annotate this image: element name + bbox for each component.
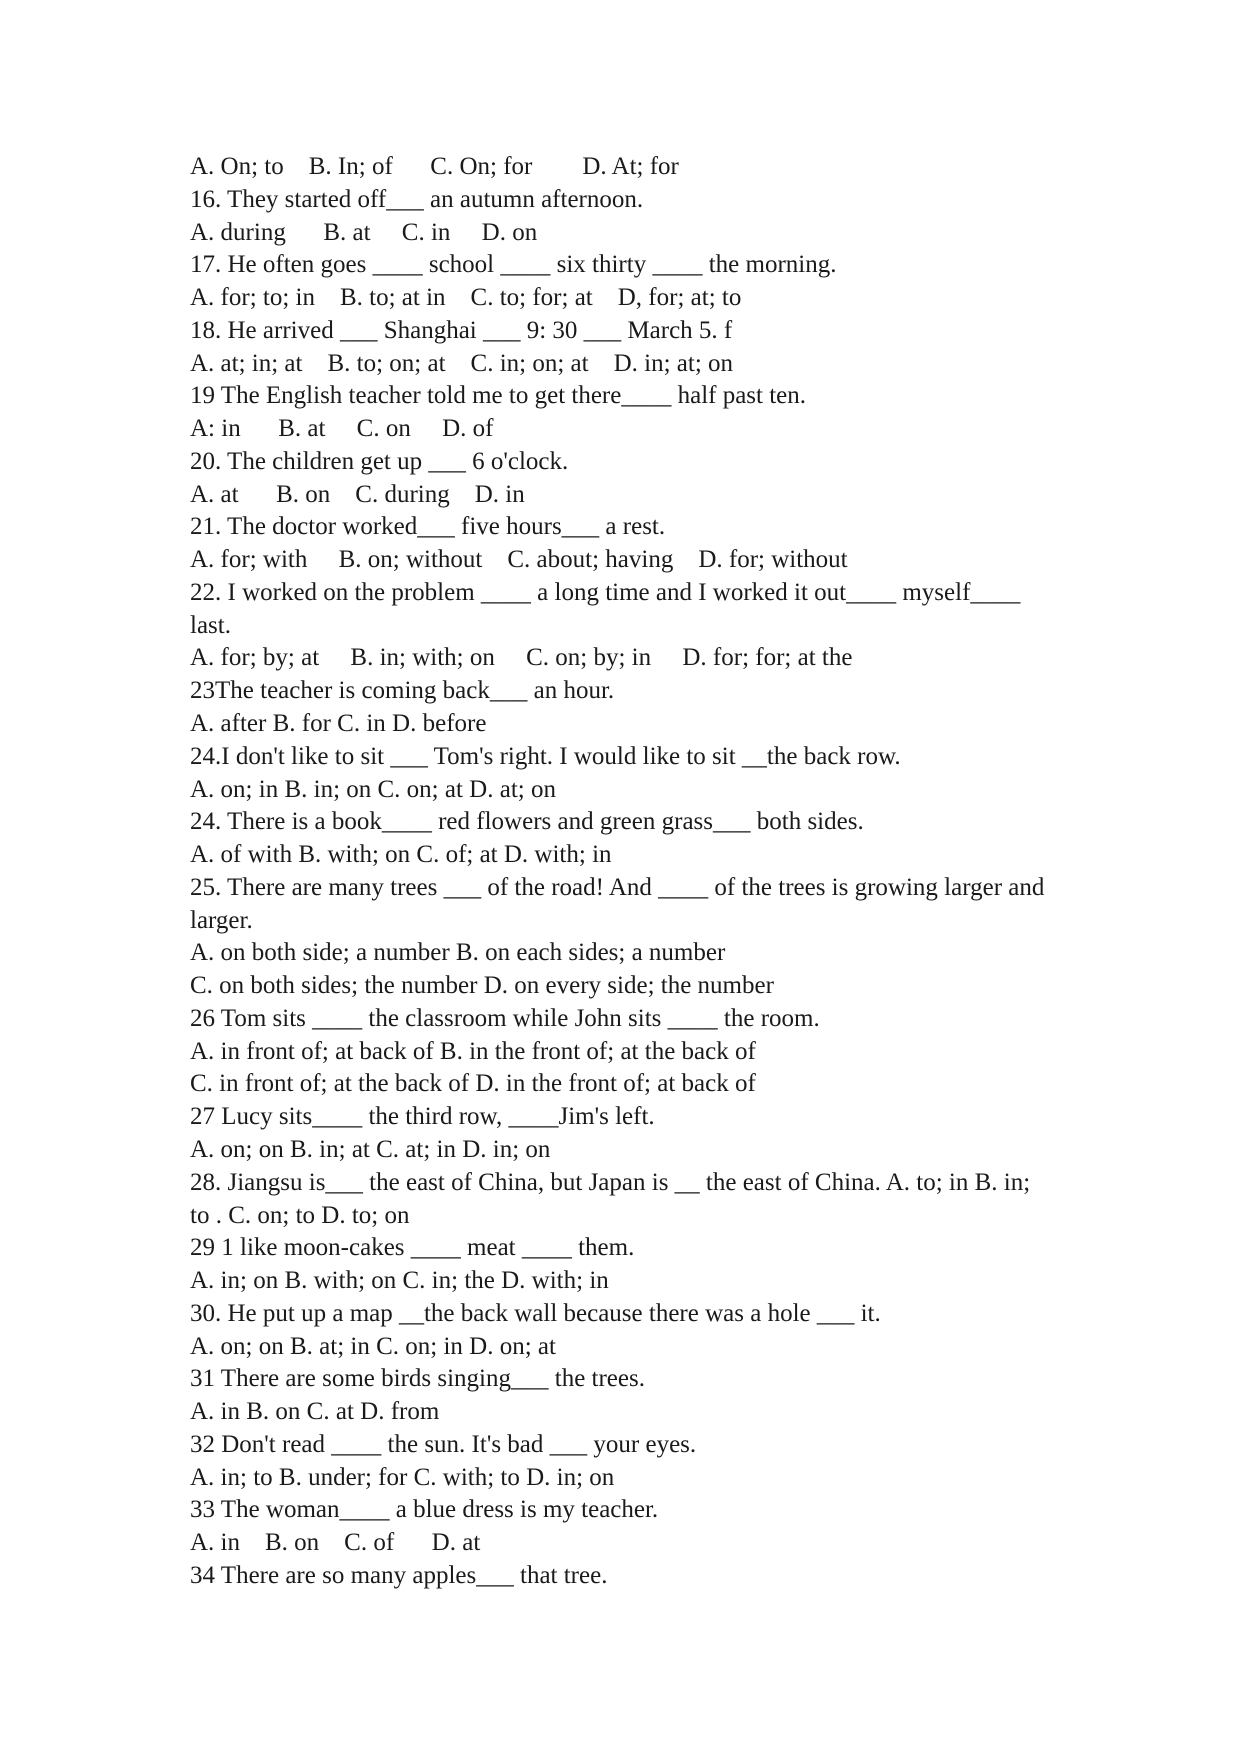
question-text-continued: larger. (190, 906, 253, 934)
question-text: 25. There are many trees ___ of the road! And ____ of the trees is growing larger and (190, 873, 1045, 901)
question-text-continued: last. (190, 611, 231, 639)
question-text: 24.I don't like to sit ___ Tom's right. I would like to sit __the back row. (190, 742, 901, 770)
answer-options: A. during B. at C. in D. on (190, 218, 538, 246)
answer-options: to . C. on; to D. to; on (190, 1201, 410, 1229)
answer-options: A. for; to; in B. to; at in C. to; for; at D, for; at; to (190, 284, 742, 312)
answer-options: A. at; in; at B. to; on; at C. in; on; at D. in; at; on (190, 349, 734, 377)
answer-options: A. in; to B. under; for C. with; to D. in; on (190, 1463, 615, 1491)
question-text: 24. There is a book____ red flowers and green grass___ both sides. (190, 808, 864, 836)
question-text: 30. He put up a map __the back wall because there was a hole ___ it. (190, 1299, 881, 1327)
answer-options: A. in B. on C. at D. from (190, 1398, 440, 1426)
answer-options: A. on both side; a number B. on each sides; a number (190, 939, 726, 967)
question-text: 27 Lucy sits____ the third row, ____Jim's left. (190, 1103, 655, 1131)
answer-options: A. On; to B. In; of C. On; for D. At; for (190, 153, 679, 180)
answer-options: A. in B. on C. of D. at (190, 1529, 481, 1557)
answer-options: C. in front of; at the back of D. in the front of; at back of (190, 1070, 756, 1098)
question-text: 21. The doctor worked___ five hours___ a rest. (190, 513, 666, 541)
question-text: 17. He often goes ____ school ____ six thirty ____ the morning. (190, 251, 837, 279)
question-text: 29 1 like moon-cakes ____ meat ____ them. (190, 1234, 635, 1262)
answer-options: A: in B. at C. on D. of (190, 415, 494, 443)
answer-options: A. for; with B. on; without C. about; having D. for; without (190, 546, 848, 574)
answer-options: A. on; on B. at; in C. on; in D. on; at (190, 1332, 556, 1360)
question-text: 32 Don't read ____ the sun. It's bad ___ your eyes. (190, 1430, 697, 1458)
answer-options: A. for; by; at B. in; with; on C. on; by; in D. for; for; at the (190, 644, 853, 672)
answer-options: C. on both sides; the number D. on every side; the number (190, 972, 774, 1000)
question-text: 23The teacher is coming back___ an hour. (190, 677, 615, 705)
question-text: 33 The woman____ a blue dress is my teacher. (190, 1496, 659, 1524)
question-text: 22. I worked on the problem ____ a long time and I worked it out____ myself____ (190, 578, 1021, 606)
question-text: 16. They started off___ an autumn afternoon. (190, 185, 644, 213)
question-text: 19 The English teacher told me to get there____ half past ten. (190, 382, 807, 410)
question-text: 34 There are so many apples___ that tree. (190, 1561, 608, 1589)
answer-options: A. on; in B. in; on C. on; at D. at; on (190, 775, 556, 803)
answer-options: A. in front of; at back of B. in the front of; at the back of (190, 1037, 756, 1065)
question-text: 26 Tom sits ____ the classroom while John sits ____ the room. (190, 1004, 820, 1032)
answer-options: A. at B. on C. during D. in (190, 480, 525, 508)
answer-options: A. on; on B. in; at C. at; in D. in; on (190, 1135, 551, 1163)
answer-options: A. in; on B. with; on C. in; the D. with; in (190, 1267, 609, 1295)
question-text: 28. Jiangsu is___ the east of China, but Japan is __ the east of China. A. to; in B. in; (190, 1168, 1031, 1196)
answer-options: A. after B. for C. in D. before (190, 710, 487, 738)
question-text: 18. He arrived ___ Shanghai ___ 9: 30 ___ March 5. f (190, 316, 733, 344)
answer-options: A. of with B. with; on C. of; at D. with; in (190, 841, 612, 869)
exercise-text (190, 151, 1170, 1593)
question-text: 31 There are some birds singing___ the trees. (190, 1365, 645, 1393)
question-text: 20. The children get up ___ 6 o'clock. (190, 447, 569, 475)
